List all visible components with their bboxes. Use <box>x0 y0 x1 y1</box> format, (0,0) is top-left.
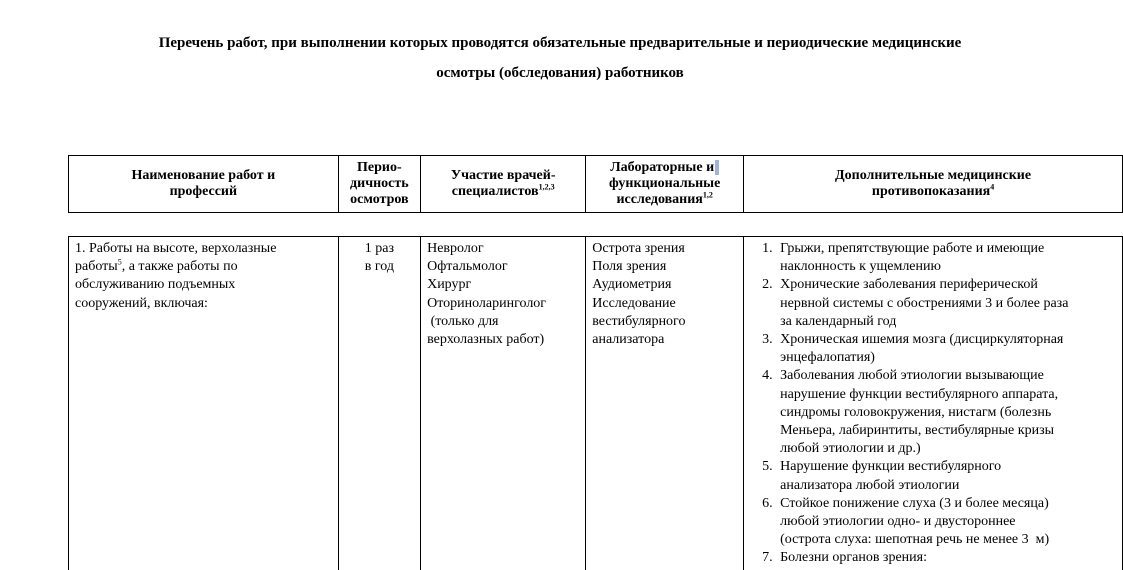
header-lab-tests: Лабораторные и функциональные исследования$^{1,2}$ <box>586 156 744 213</box>
contraindications-list <box>750 240 1116 568</box>
work-name-cell: 1. Работы на высоте, верхолазные работы$^5$, а также работы по обслуживанию подъемных сооружений, включая: <box>69 237 339 570</box>
document-title-line1: Перечень работ, при выполнении которых проводятся обязательные предварительные и периодические медицинские <box>60 33 1060 53</box>
list-item: 2. Хронические заболевания периферической нервной системы с обострениями 3 и более раза за календарный год <box>776 276 1116 331</box>
lab-item: Поля зрения <box>592 258 737 276</box>
doctor-item: Невролог <box>427 240 579 258</box>
list-item: 5. Нарушение функции вестибулярного анализатора любой этиологии <box>776 458 1116 494</box>
table-row <box>69 237 1123 570</box>
list-item: 4. Заболевания любой этиологии вызывающие нарушение функции вестибулярного аппарата, синдромы головокружения, нистагм (болезнь Меньера, лабиринтиты, вестибулярные кризы любой этиологии и др.) <box>776 367 1116 458</box>
header-contraindications: Дополнительные медицинские противопоказания$^4$ <box>744 156 1123 213</box>
lab-item: Аудиометрия <box>592 276 737 294</box>
works-table <box>68 155 1123 570</box>
list-item: 3. Хроническая ишемия мозга (дисциркуляторная энцефалопатия) <box>776 331 1116 367</box>
doctor-note: (только для <box>427 313 579 331</box>
list-item: 7. Болезни органов зрения: <box>776 549 1116 567</box>
lab-item: вестибулярного <box>592 313 737 331</box>
lab-item: Исследование <box>592 295 737 313</box>
list-item: 6. Стойкое понижение слуха (3 и более месяца) любой этиологии одно- и двустороннее (острота слуха: шепотная речь не менее 3 м) <box>776 495 1116 550</box>
table-header-row <box>69 156 1123 213</box>
doctor-item: Хирург <box>427 276 579 294</box>
header-work-name: Наименование работ и профессий <box>69 156 339 213</box>
contraindications-cell <box>744 237 1123 570</box>
document-title-line2: осмотры (обследования) работников <box>60 63 1060 83</box>
text-cursor-marker <box>715 160 719 175</box>
doctor-note: верхолазных работ) <box>427 331 579 349</box>
lab-item: анализатора <box>592 331 737 349</box>
lab-tests-cell <box>586 237 744 570</box>
header-doctors: Участие врачей- специалистов$^{1,2,3}$ <box>421 156 586 213</box>
doctors-cell <box>421 237 586 570</box>
header-periodicity: Перио- дичность осмотров <box>338 156 420 213</box>
lab-item: Острота зрения <box>592 240 737 258</box>
periodicity-cell: 1 раз в год <box>338 237 420 570</box>
doctor-item: Офтальмолог <box>427 258 579 276</box>
table-spacer-row <box>69 213 1123 237</box>
doctor-item: Оториноларинголог <box>427 295 579 313</box>
list-item: 1. Грыжи, препятствующие работе и имеющие наклонность к ущемлению <box>776 240 1116 276</box>
